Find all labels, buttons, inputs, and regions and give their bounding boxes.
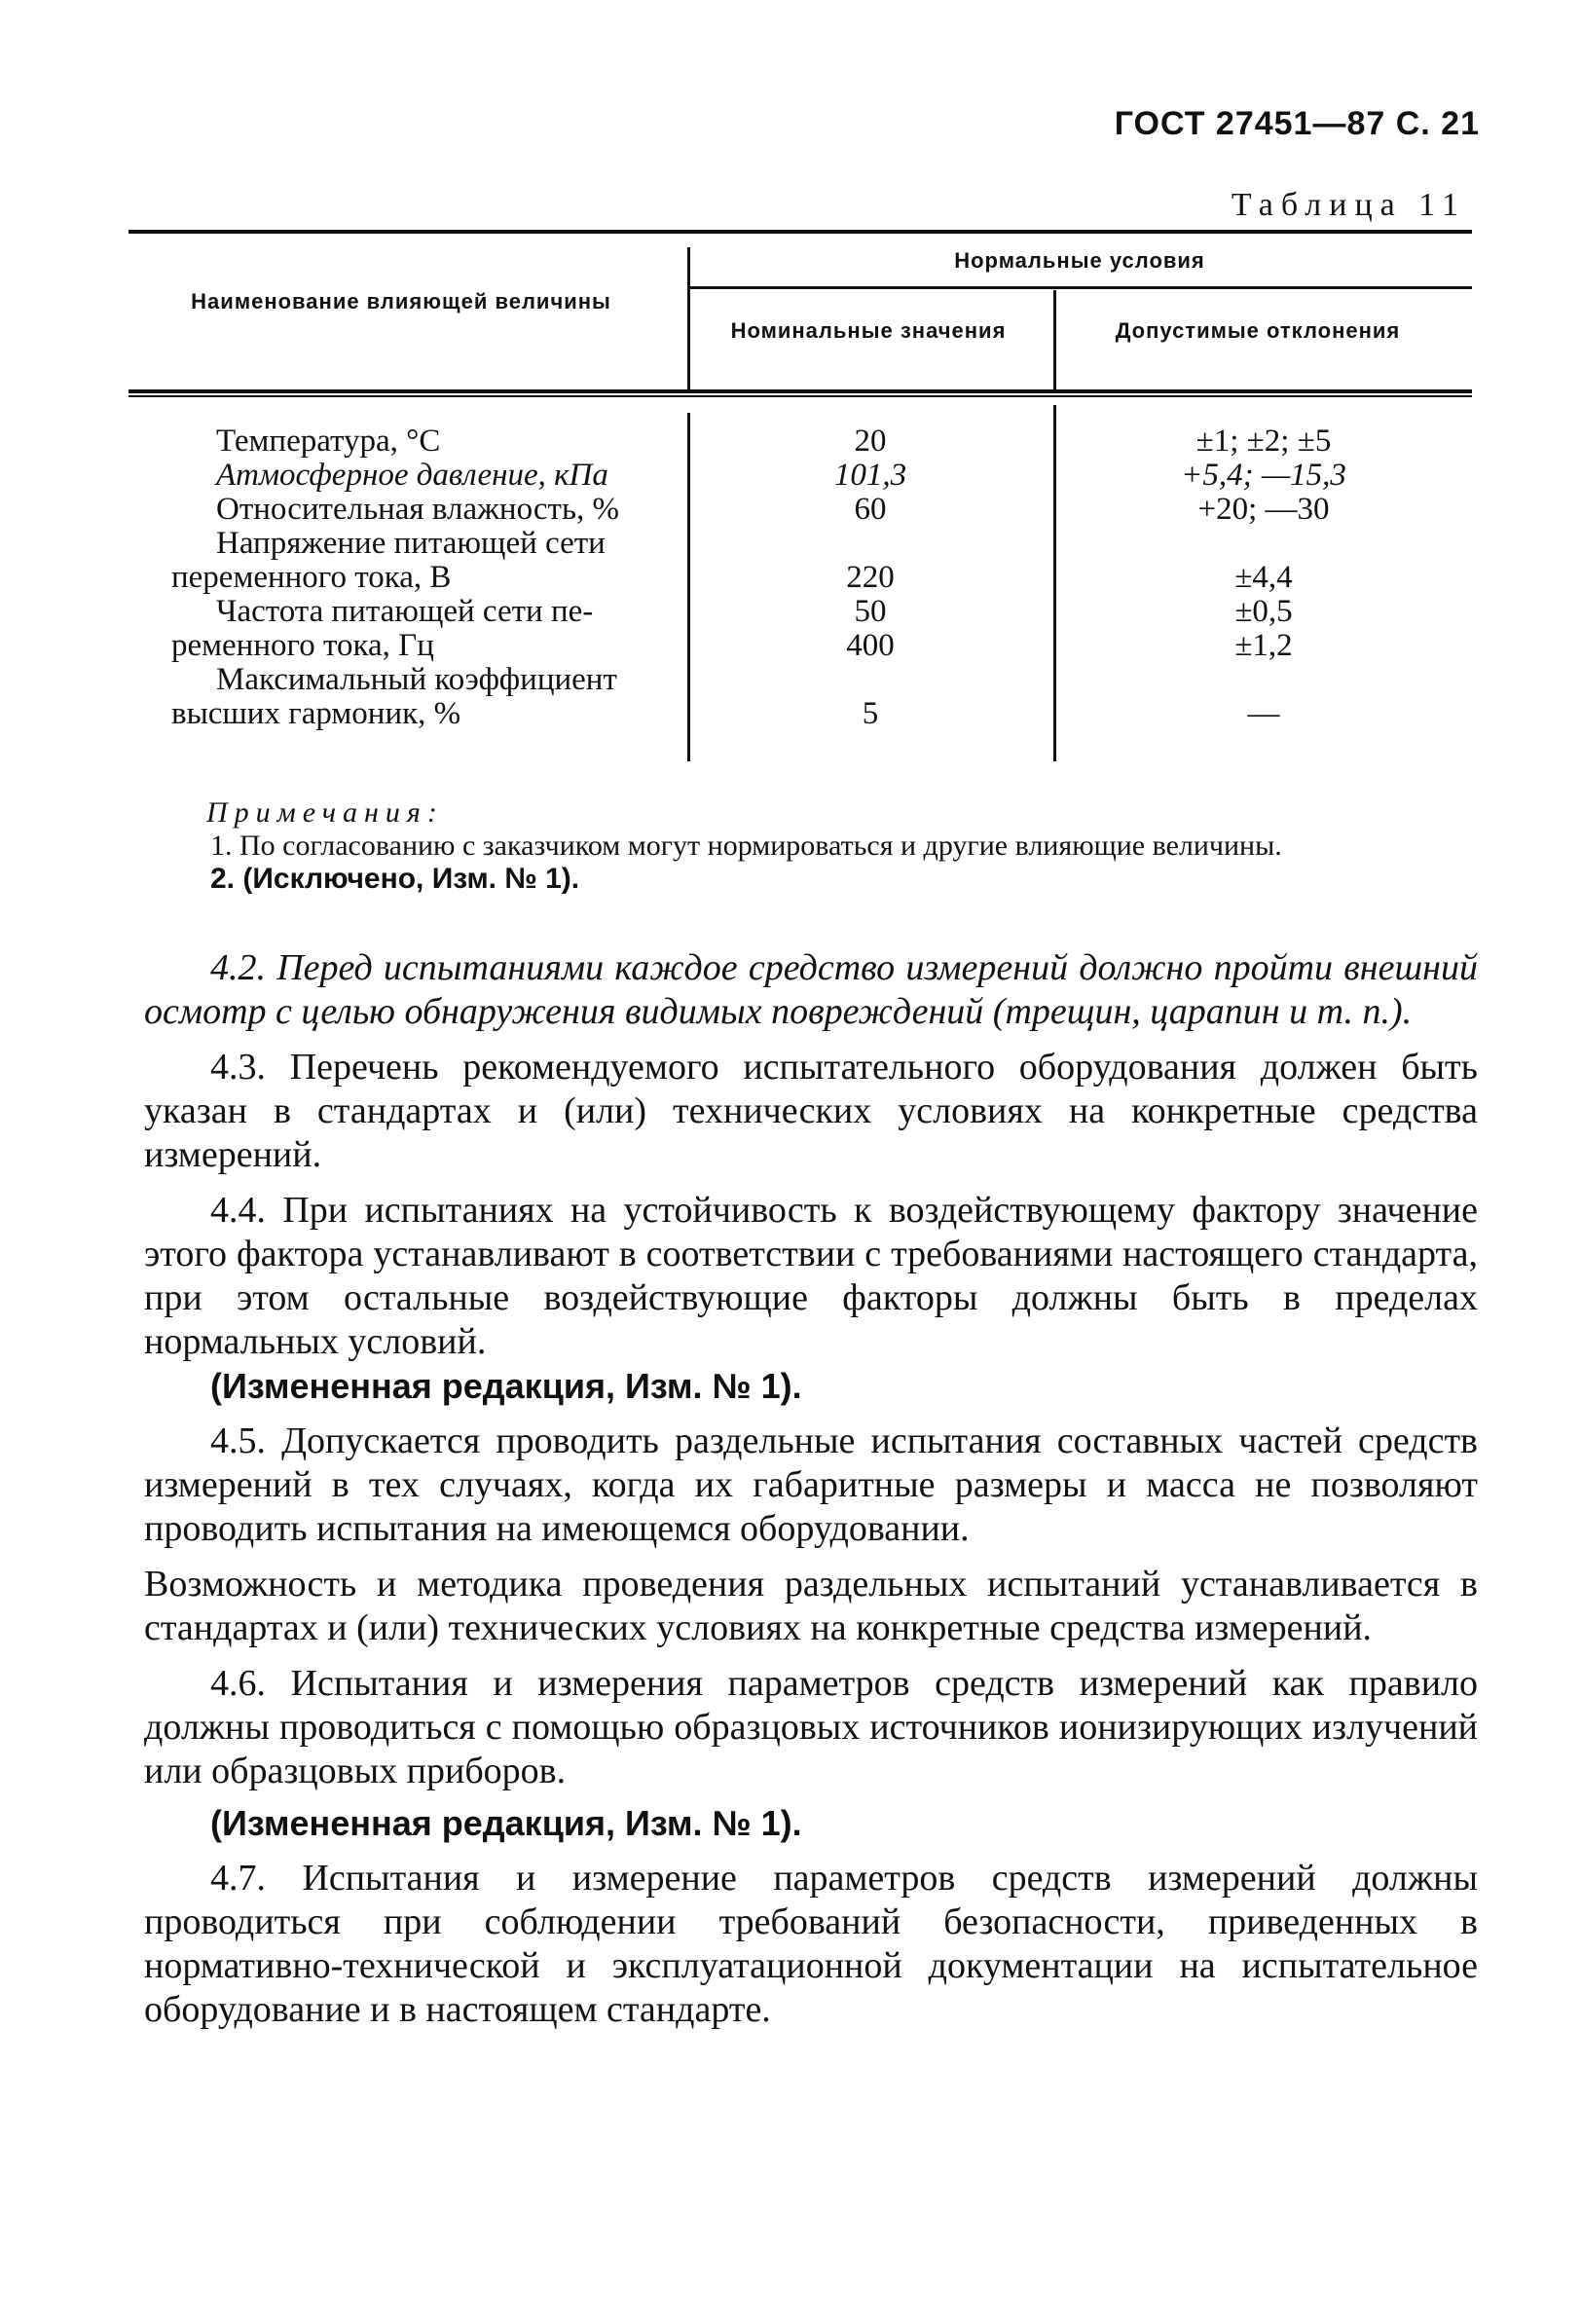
- nominal-value: 5: [862, 696, 879, 731]
- note-1: 1. По согласованию с заказчиком могут нормироваться и другие влияющие величины.: [210, 830, 1282, 862]
- tolerance-value: ±4,4: [1234, 560, 1293, 595]
- table-row-name-cont: переменного тока, В: [171, 560, 452, 595]
- note-2: [144, 863, 1478, 896]
- nominal-value: 60: [854, 492, 887, 527]
- tolerance-value: +5,4; —15,3: [1181, 458, 1346, 493]
- nominal-value: 101,3: [833, 458, 907, 493]
- notes-title: Примечания:: [206, 796, 444, 829]
- group-header-rule: [687, 286, 1472, 289]
- table-row-name-cont: ременного тока, Гц: [171, 628, 434, 663]
- header-tolerances: Допустимые отклонения: [1115, 318, 1401, 343]
- table-row-name: Относительная влажность, %: [216, 492, 620, 527]
- header-nominal-values: Номинальные значения: [730, 318, 1007, 343]
- table-label: Таблица 11: [1231, 187, 1466, 223]
- conditions-table: [129, 230, 1472, 775]
- tolerance-value: ±1,2: [1234, 628, 1293, 663]
- table-row-name: [171, 527, 775, 561]
- paragraph-4-7: 4.7. Испытания и измерение параметров средств измерений должны проводиться при соблюдении требований безопасности, приведенных в нормативно-технической и эксплуатационной документации на испытательное оборудование и в настоящем стандарте.: [144, 1858, 1478, 2030]
- table-top-rule: [129, 230, 1472, 234]
- paragraph-4-6: 4.6. Испытания и измерения параметров средств измерений как правило должны проводиться с помощью образцовых источников ионизирующих излучений или образцовых приборов.: [144, 1663, 1478, 1791]
- nominal-value: 400: [846, 628, 895, 663]
- paragraph-4-5-b: Возможность и методика проведения раздельных испытаний устанавливается в стандартах и (или) технических условиях на конкретные средства измерений.: [144, 1564, 1478, 1648]
- paragraph-4-3: 4.3. Перечень рекомендуемого испытательного оборудования должен быть указан в стандартах и (или) технических условиях на конкретные средства измерений.: [144, 1047, 1478, 1175]
- header-parameter-name: Наименование влияющей величины: [191, 289, 611, 314]
- nominal-value: 50: [854, 594, 887, 629]
- note-2-text: 2. (Исключено, Изм. № 1).: [210, 863, 580, 895]
- header-bottom-rule: [129, 389, 1472, 393]
- table-row-name-line: Напряжение питающей сети: [216, 526, 606, 561]
- tolerance-value: ±0,5: [1234, 594, 1293, 629]
- table-row-name-cont: высших гармоник, %: [171, 696, 461, 731]
- tolerance-value: +20; —30: [1197, 492, 1330, 527]
- parameter-names-column: [171, 424, 775, 731]
- header-bottom-rule-2: [129, 395, 1472, 397]
- tolerance-value: ±1; ±2; ±5: [1195, 424, 1332, 459]
- table-row-name: Частота питающей сети пе-: [216, 594, 594, 629]
- tolerances-column: [1055, 424, 1472, 731]
- tolerance-value: —: [1247, 696, 1280, 731]
- paragraph-4-4: 4.4. При испытаниях на устойчивость к воздействующему фактору значение этого фактора устанавливают в соответствии с требованиями настоящего стандарта, при этом остальные воздействующие факторы должны быть в пределах нормальных условий.: [144, 1190, 1478, 1362]
- amendment-note-1: (Измененная редакция, Изм. № 1).: [210, 1366, 802, 1406]
- table-notes: [144, 796, 1478, 896]
- body-text: [144, 946, 1478, 2044]
- paragraph-4-5: 4.5. Допускается проводить раздельные испытания составных частей средств измерений в тех случаях, когда их габаритные размеры и масса не позволяют проводить испытания на имеющемся оборудовании.: [144, 1420, 1478, 1549]
- table-row-name: Максимальный коэффициент: [216, 662, 617, 697]
- paragraph-4-2: 4.2. Перед испытаниями каждое средство измерений должно пройти внешний осмотр с целью обнаружения видимых повреждений (трещин, царапин и т. п.).: [144, 947, 1478, 1032]
- nominal-value: 20: [854, 424, 887, 459]
- col-divider-2: [1053, 290, 1056, 389]
- amendment-note-2: (Измененная редакция, Изм. № 1).: [210, 1803, 802, 1843]
- nominal-value: 220: [846, 560, 895, 595]
- page-header: ГОСТ 27451—87 С. 21: [1114, 105, 1480, 142]
- table-row-name: Атмосферное давление, кПа: [216, 458, 608, 493]
- header-normal-conditions: Нормальные условия: [954, 248, 1205, 273]
- table-row-name: Температура, °С: [216, 424, 441, 459]
- nominal-values-column: [687, 424, 1053, 731]
